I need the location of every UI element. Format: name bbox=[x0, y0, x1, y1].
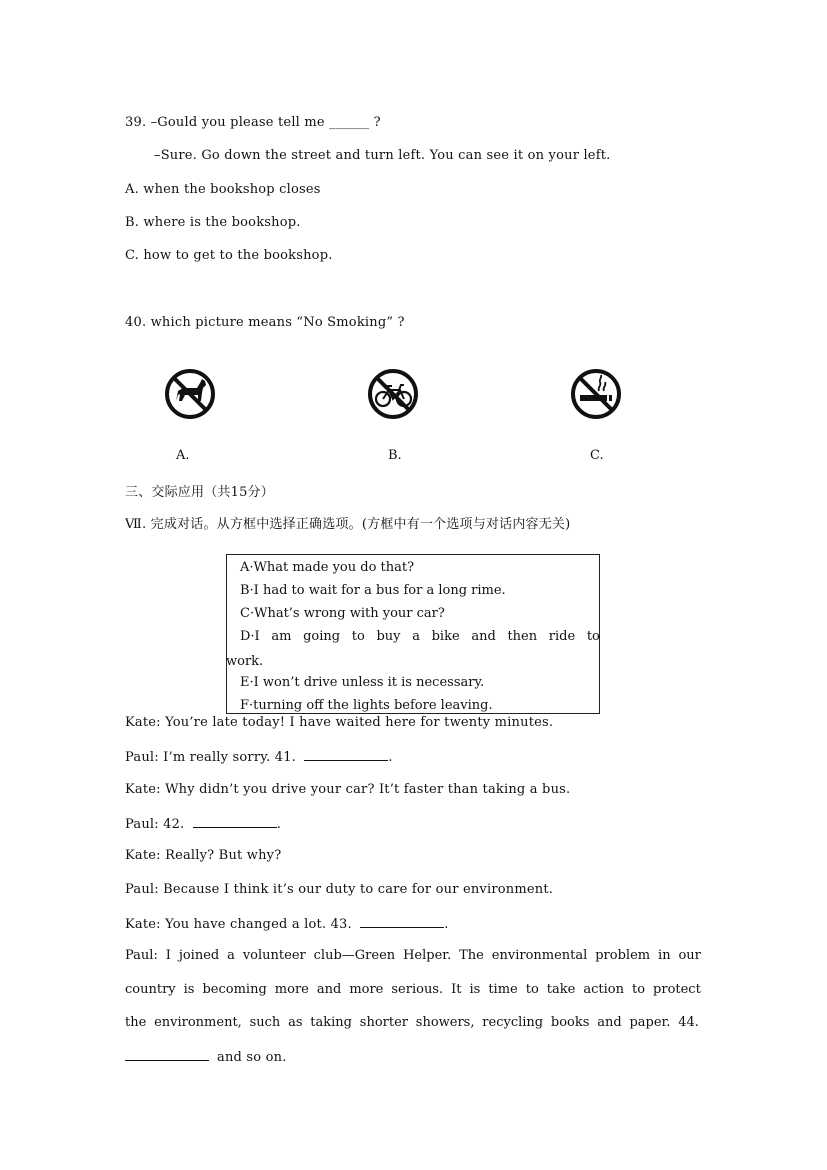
dialogue-text: and so on. bbox=[217, 1050, 287, 1065]
picture-label-c: C. bbox=[590, 448, 604, 463]
section-title: 三、交际应用（共15分） bbox=[125, 485, 274, 500]
word: shorter bbox=[359, 1015, 408, 1030]
word: a bbox=[412, 629, 420, 644]
word: going bbox=[303, 629, 341, 644]
q39-question: 39. –Gould you please tell me ______ ? bbox=[125, 115, 381, 130]
word: serious. bbox=[391, 982, 444, 997]
no-smoking-icon bbox=[569, 367, 623, 421]
blank-44[interactable] bbox=[125, 1048, 209, 1061]
word: ride bbox=[548, 629, 576, 644]
end-mark: . bbox=[276, 817, 282, 832]
word: showers, bbox=[415, 1015, 475, 1030]
no-bicycles-icon bbox=[366, 367, 420, 421]
word: take bbox=[546, 982, 576, 997]
box-option-d-continued: work. bbox=[226, 654, 264, 669]
dialogue-line-3: Kate: Why didn’t you drive your car? It’t faster than taking a bus. bbox=[125, 782, 571, 797]
box-option-e: E·I won’t drive unless it is necessary. bbox=[240, 675, 485, 690]
word: D·I bbox=[240, 629, 260, 644]
word: country bbox=[125, 982, 176, 997]
picture-label-b: B. bbox=[388, 448, 402, 463]
q39-option-c: C. how to get to the bookshop. bbox=[125, 248, 333, 263]
box-option-b: B·I had to wait for a bus for a long rime. bbox=[240, 583, 506, 598]
word: volunteer bbox=[242, 948, 306, 963]
word: environment, bbox=[154, 1015, 242, 1030]
word: time bbox=[488, 982, 518, 997]
word: The bbox=[459, 948, 484, 963]
dialogue-text: Paul: I’m really sorry. 41. bbox=[125, 750, 297, 765]
word: the bbox=[125, 1015, 147, 1030]
word: Helper. bbox=[403, 948, 452, 963]
word: protect bbox=[653, 982, 701, 997]
dialogue-line-8 bbox=[125, 948, 701, 963]
dialogue-line-4 bbox=[125, 815, 281, 832]
dialogue-line-5: Kate: Really? But why? bbox=[125, 848, 282, 863]
box-option-f: F·turning off the lights before leaving. bbox=[240, 698, 493, 713]
word: is bbox=[469, 982, 481, 997]
word: It bbox=[451, 982, 462, 997]
word: and bbox=[597, 1015, 622, 1030]
dialogue-line-7 bbox=[125, 915, 449, 932]
no-dogs-icon bbox=[163, 367, 217, 421]
word: to bbox=[351, 629, 365, 644]
word: problem bbox=[595, 948, 651, 963]
word: paper. bbox=[629, 1015, 671, 1030]
word: taking bbox=[310, 1015, 352, 1030]
word: a bbox=[227, 948, 235, 963]
word: bike bbox=[431, 629, 460, 644]
word: Paul: bbox=[125, 948, 158, 963]
word: is bbox=[183, 982, 195, 997]
word: our bbox=[678, 948, 701, 963]
word: joined bbox=[178, 948, 220, 963]
blank-42[interactable] bbox=[193, 815, 277, 828]
word: becoming bbox=[202, 982, 267, 997]
word: to bbox=[525, 982, 539, 997]
word: as bbox=[288, 1015, 303, 1030]
word: to bbox=[586, 629, 600, 644]
word: 44. bbox=[678, 1015, 699, 1030]
end-mark: . bbox=[388, 750, 393, 765]
picture-label-a: A. bbox=[176, 448, 190, 463]
blank-41[interactable] bbox=[304, 748, 388, 761]
word: buy bbox=[376, 629, 401, 644]
dialogue-line-10 bbox=[125, 1015, 699, 1030]
word: recycling bbox=[482, 1015, 544, 1030]
word: I bbox=[165, 948, 171, 963]
word: action bbox=[583, 982, 624, 997]
word: such bbox=[249, 1015, 281, 1030]
dialogue-line-1: Kate: You’re late today! I have waited here for twenty minutes. bbox=[125, 715, 554, 730]
box-option-d bbox=[240, 629, 600, 644]
q40-question: 40. which picture means “No Smoking” ? bbox=[125, 315, 405, 330]
dialogue-text: Paul: 42. bbox=[125, 817, 185, 832]
word: more bbox=[349, 982, 384, 997]
dialogue-text: Kate: You have changed a lot. 43. bbox=[125, 917, 352, 932]
word: then bbox=[507, 629, 538, 644]
box-option-a: A·What made you do that? bbox=[240, 560, 415, 575]
word: more bbox=[274, 982, 309, 997]
end-mark: . bbox=[444, 917, 449, 932]
word: to bbox=[631, 982, 646, 997]
blank-43[interactable] bbox=[360, 915, 444, 928]
q39-option-a: A. when the bookshop closes bbox=[125, 182, 321, 197]
word: and bbox=[471, 629, 496, 644]
dialogue-line-2 bbox=[125, 748, 393, 765]
section-instruction: Ⅶ. 完成对话。从方框中选择正确选项。(方框中有一个选项与对话内容无关) bbox=[125, 517, 571, 532]
dialogue-line-9 bbox=[125, 982, 701, 997]
word: environmental bbox=[491, 948, 588, 963]
word: am bbox=[271, 629, 292, 644]
dialogue-line-11 bbox=[125, 1048, 287, 1065]
word: in bbox=[658, 948, 671, 963]
dialogue-line-6: Paul: Because I think it’s our duty to care for our environment. bbox=[125, 882, 554, 897]
word: books bbox=[550, 1015, 590, 1030]
q39-option-b: B. where is the bookshop. bbox=[125, 215, 301, 230]
word: club—Green bbox=[313, 948, 396, 963]
word: and bbox=[316, 982, 342, 997]
box-option-c: C·What’s wrong with your car? bbox=[240, 606, 445, 621]
q39-answer: –Sure. Go down the street and turn left. You can see it on your left. bbox=[154, 148, 611, 163]
